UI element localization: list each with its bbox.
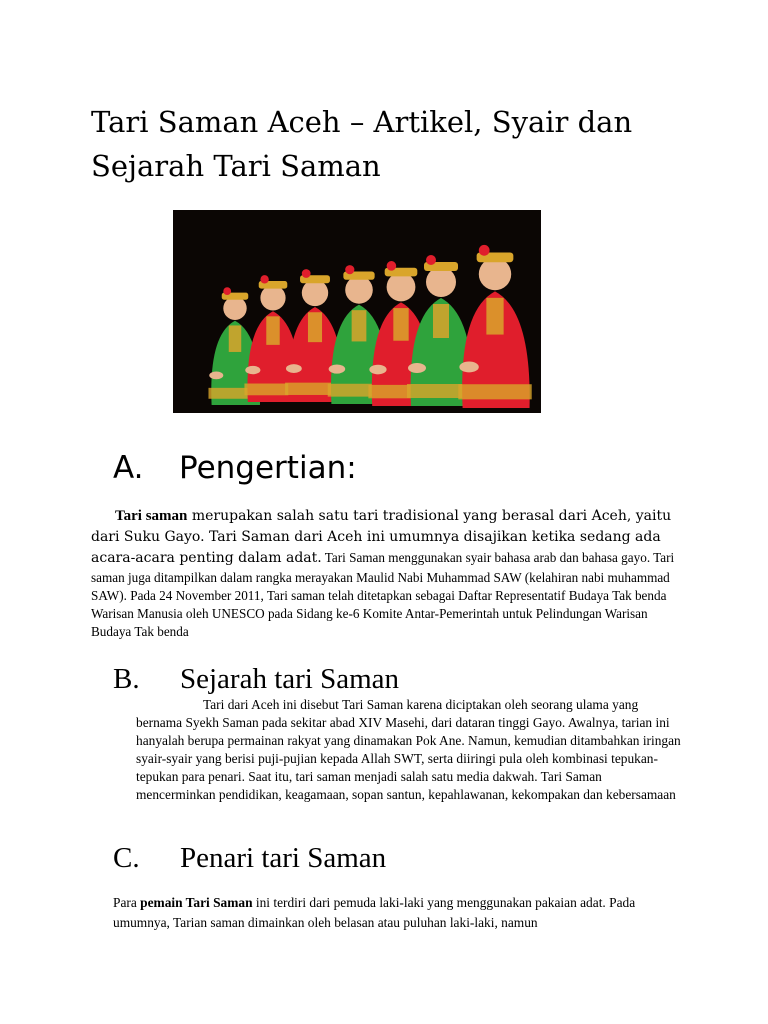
section-a-text-small: Tari Saman menggunakan syair bahasa arab dan bahasa gayo. Tari saman juga ditampilkan dalam rangka merayakan Maulid Nabi Muhammad SAW (kelahiran nabi muhammad SAW). Pada 24 November 2011, Tari saman telah ditetapkan sebagai Daftar Representatif Budaya Tak benda Warisan Manusia oleh UNESCO pada Sidang ke-6 Komite Antar-Pemerintah untuk Pelindungan Warisan Budaya Tak benda: [91, 550, 675, 639]
section-b-paragraph: Tari dari Aceh ini disebut Tari Saman karena diciptakan oleh seorang ulama yang bernama Syekh Saman pada sekitar abad XIV Masehi, dari dataran tinggi Gayo. Awalnya, tarian ini hanyalah berupa permainan rakyat yang dinamakan Pok Ane. Namun, kemudian ditambahkan iringan syair-syair yang berisi puji-pujian kepada Allah SWT, serta diiringi pula oleh kombinasi tepukan-tepukan para penari. Saat itu, tari saman menjadi salah satu media dakwah. Tari Saman mencerminkan pendidikan, keagamaan, sopan santun, kepahlawanan, kekompakan dan kebersamaan: [136, 697, 681, 802]
dancer-face-7: [479, 258, 511, 290]
dancer-ornament-4: [352, 310, 367, 341]
section-c-bold: pemain Tari Saman: [140, 895, 253, 910]
dancer-hand-7: [459, 362, 478, 373]
section-a-letter: A.: [113, 450, 144, 486]
dancer-ornament-6: [433, 304, 449, 338]
section-b-letter: B.: [113, 663, 140, 695]
dancer-hand-2: [245, 366, 260, 374]
section-c-heading: [113, 840, 386, 876]
dancer-flower-6: [426, 255, 436, 265]
dancer-hand-6: [408, 363, 426, 373]
dancer-flower-7: [479, 245, 490, 256]
page-title: Tari Saman Aceh – Artikel, Syair dan Sejarah Tari Saman: [91, 105, 633, 183]
section-a-title: Pengertian:: [179, 450, 357, 486]
dancer-flower-1: [223, 287, 231, 295]
dancer-hand-3: [286, 364, 302, 373]
photo-illustration: [173, 210, 541, 413]
dancer-flower-5: [387, 261, 397, 271]
section-c-letter: C.: [113, 842, 140, 874]
section-a-lead: Tari saman: [115, 508, 188, 524]
dancer-ornament-2: [266, 316, 279, 345]
dancer-face-1: [223, 297, 246, 320]
section-b-title: Sejarah tari Saman: [180, 663, 400, 695]
dancer-flower-4: [345, 265, 354, 274]
dancer-flower-3: [302, 269, 311, 278]
section-c-text-post: ini terdiri dari pemuda laki-laki yang menggunakan pakaian adat. Pada umumnya, Tarian saman dimainkan oleh belasan atau puluhan laki-laki, namun: [113, 895, 636, 930]
dancer-flower-2: [260, 275, 268, 283]
section-c-paragraph: [113, 893, 683, 933]
dancer-ornament-5: [393, 308, 408, 341]
dancer-face-4: [345, 276, 373, 304]
dancer-hand-4: [329, 364, 346, 373]
dancer-face-6: [426, 267, 456, 297]
section-b-heading: [113, 661, 399, 697]
dancer-face-5: [387, 273, 416, 302]
section-c-text-pre: Para: [113, 895, 141, 910]
section-c-title: Penari tari Saman: [180, 842, 387, 874]
dancer-face-2: [260, 285, 285, 310]
saman-dancers-photo: [173, 210, 541, 413]
dancer-sash-7: [458, 384, 531, 399]
section-a-heading: [113, 448, 357, 488]
dancer-hand-1: [209, 371, 223, 379]
section-a-paragraph: [91, 506, 681, 641]
dancer-face-3: [302, 280, 328, 306]
section-a-text-large: merupakan salah satu tari tradisional yang berasal dari Aceh, yaitu dari Suku Gayo. Tari Saman dari Aceh ini umumnya disajikan ketika sedang ada acara-acara penting dalam adat.: [91, 508, 672, 566]
dancer-hand-5: [369, 365, 386, 375]
dancer-ornament-1: [229, 325, 241, 352]
dancer-ornament-3: [308, 312, 322, 342]
dancer-ornament-7: [486, 298, 503, 335]
